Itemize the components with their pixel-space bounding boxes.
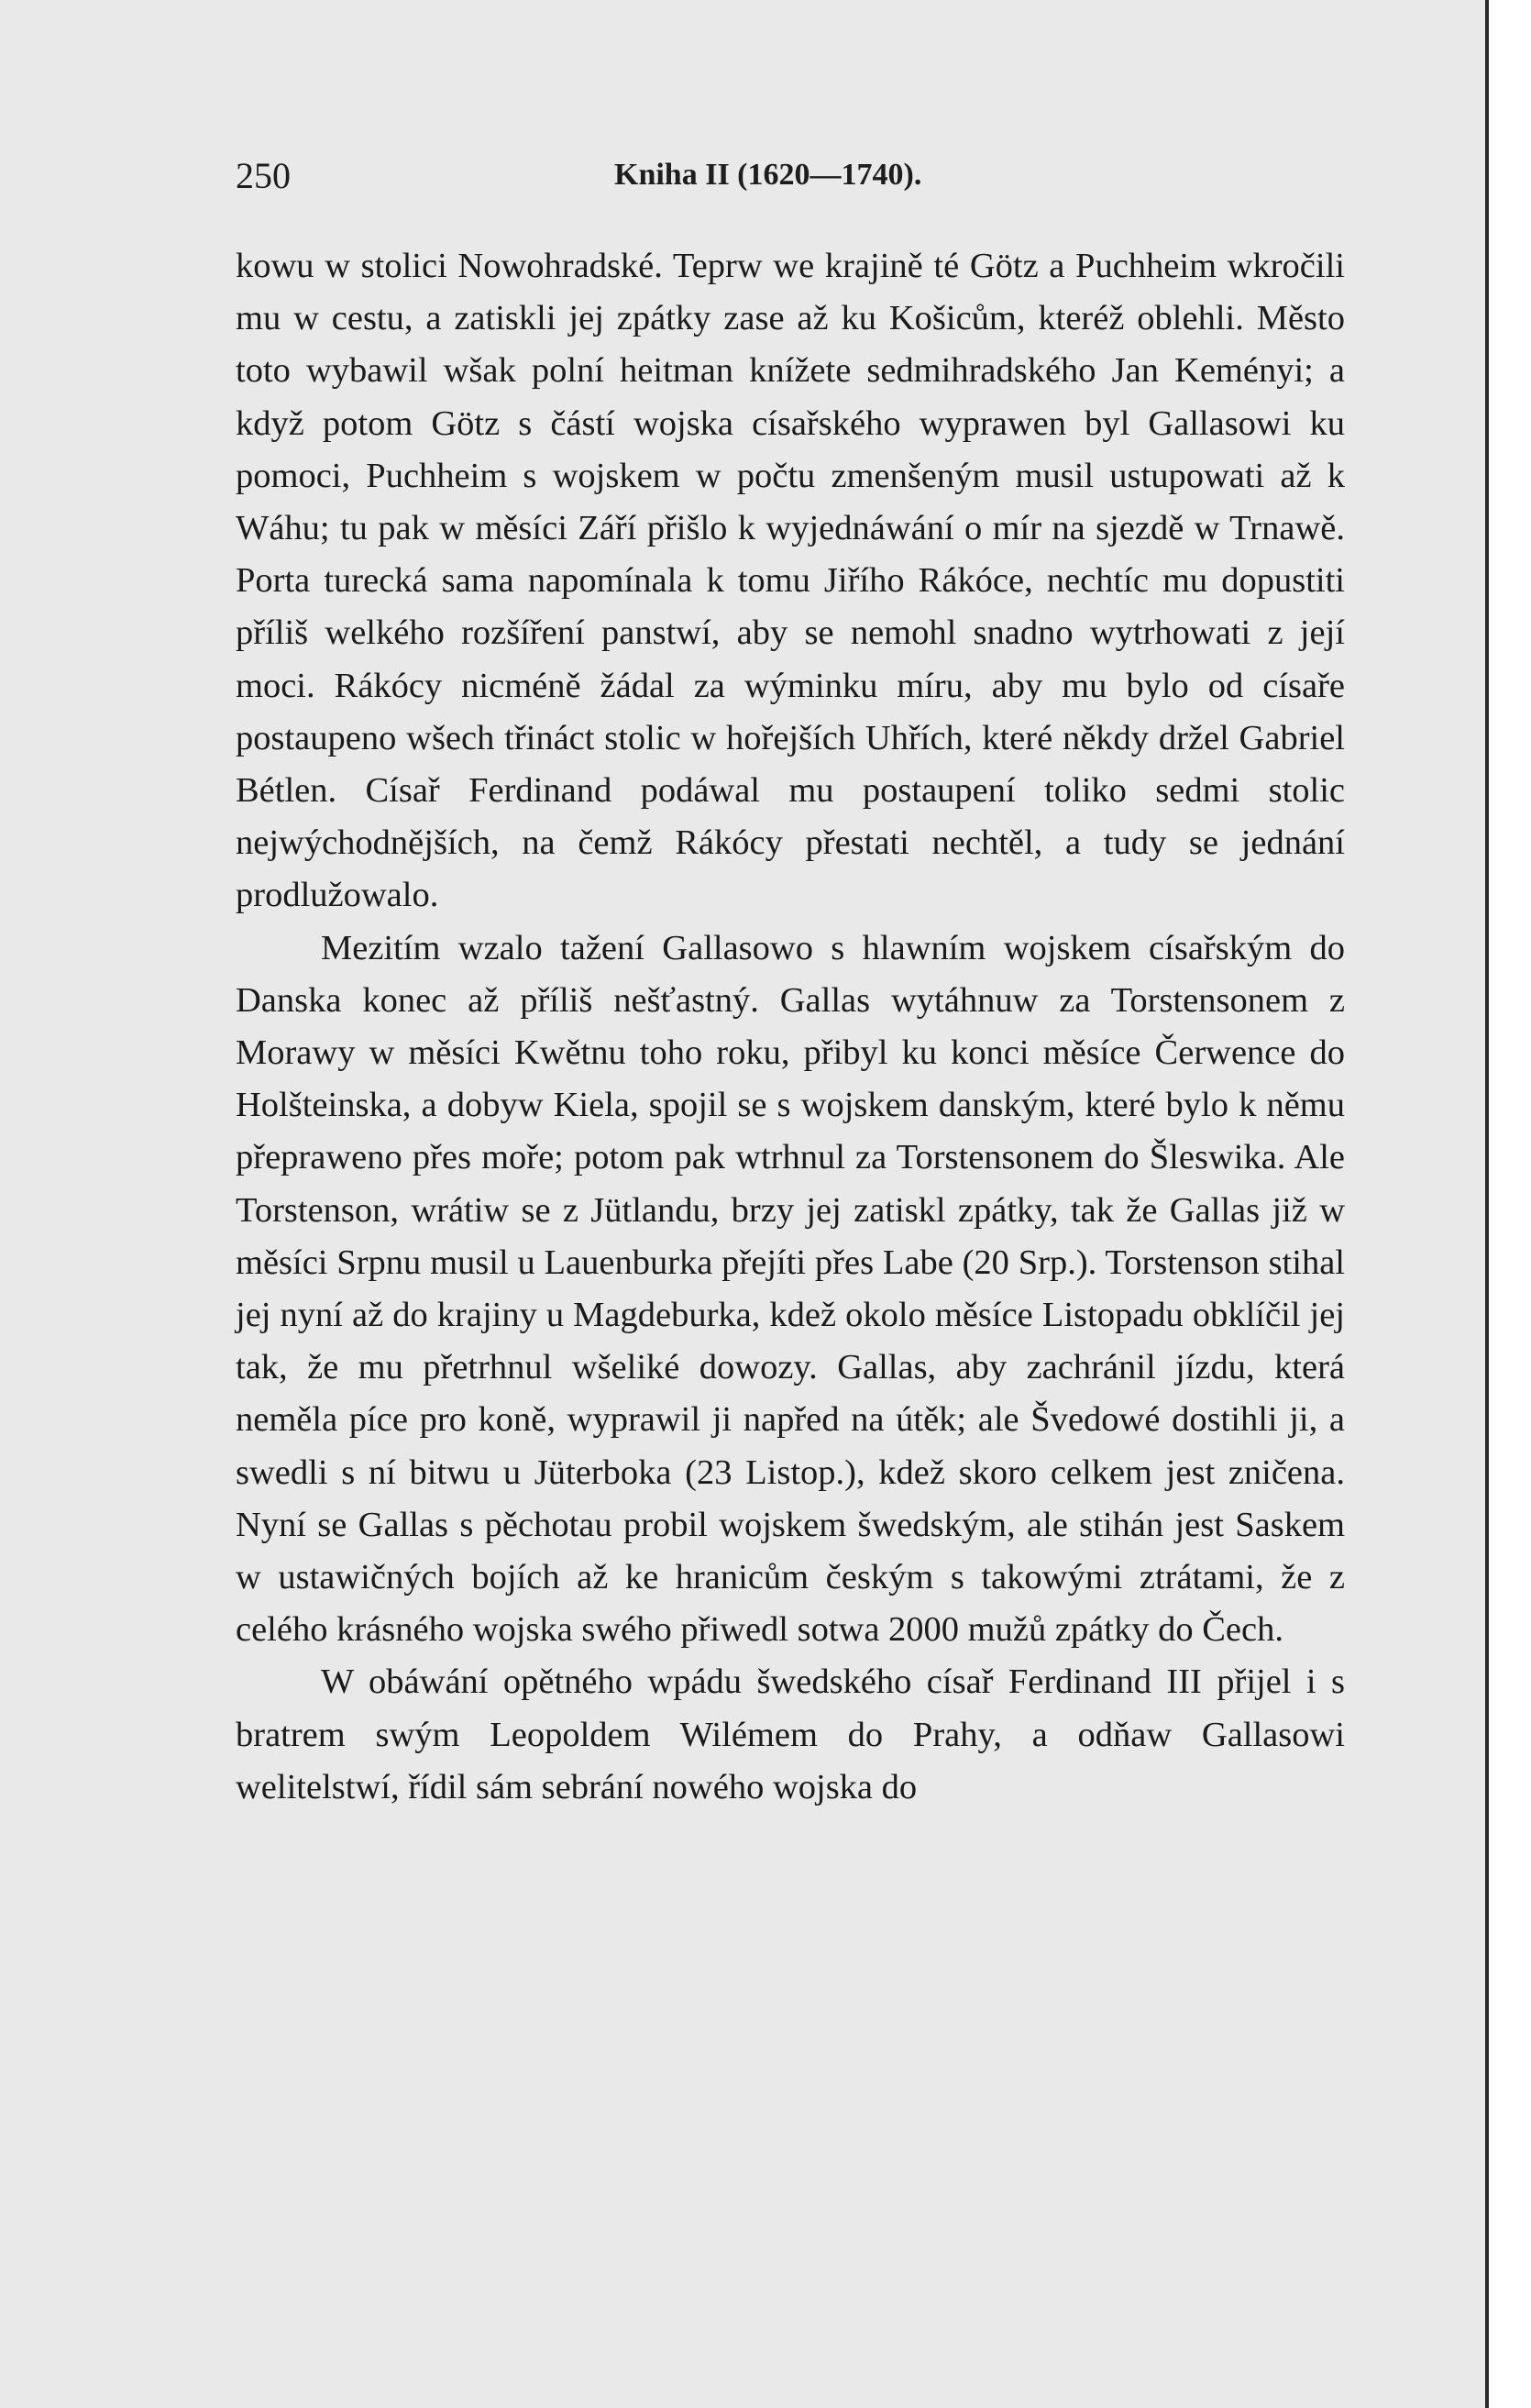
paragraph: W obáwání opětného wpádu šwedského císař Ferdinand III přijel i s bratrem swým Leopoldem Wilémem do Prahy, a odňaw Gallasowi welitelstwí, řídil sám sebrání nowého wojska do <box>236 1662 1345 1806</box>
page-edge-shadow <box>1485 0 1489 2408</box>
page-header <box>236 154 1345 209</box>
paragraph: Mezitím wzalo tažení Gallasowo s hlawním wojskem císařským do Danska konec až příliš nešťastný. Gallas wytáhnuw za Torstensonem z Morawy w měsíci Kwětnu toho roku, přibyl ku konci měsíce Čerwence do Holšteinska, a dobyw Kiela, spojil se s wojskem danským, které bylo k němu přepraweno přes moře; potom pak wtrhnul za Torstensonem do Šleswika. Ale Torstenson, wrátiw se z Jütlandu, brzy jej zatiskl zpátky, tak že Gallas již w měsíci Srpnu musil u Lauenburka přejíti přes Labe (20 Srp.). Torstenson stihal jej nyní až do krajiny u Magdeburka, kdež okolo měsíce Listopadu obklíčil jej tak, že mu přetrhnul wšeliké dowozy. Gallas, aby zachránil jízdu, která neměla píce pro koně, wyprawil ji napřed na útěk; ale Švedowé dostihli ji, a swedli s ní bitwu u Jüterboka (23 Listop.), kdež skoro celkem jest zničena. Nyní se Gallas s pěchotau probil wojskem šwedským, ale stihán jest Saskem w ustawičných bojích až ke hranicům českým s takowými ztrátami, že z celého krásného wojska swého přiwedl sotwa 2000 mužů zpátky do Čech. <box>236 928 1345 1650</box>
page-number: 250 <box>236 155 291 196</box>
paragraph: kowu w stolici Nowohradské. Teprw we krajině té Götz a Puchheim wkročili mu w cestu, a zatiskli jej zpátky zase až ku Košicům, kteréž oblehli. Město toto wybawil wšak polní heitman knížete sedmihradského Jan Keményi; a když potom Götz s částí wojska císařského wyprawen byl Gallasowi ku pomoci, Puchheim s wojskem w počtu zmenšeným musil ustupowati až k Wáhu; tu pak w měsíci Září přišlo k wyjednáwání o mír na sjezdě w Trnawě. Porta turecká sama napomínala k tomu Jiřího Rákóce, nechtíc mu dopustiti příliš welkého rozšíření panstwí, aby se nemohl snadno wytrhowati z její moci. Rákócy nicméně žádal za wýminku míru, aby mu bylo od císaře postaupeno wšech třináct stolic w hořejších Uhřích, které někdy držel Gabriel Bétlen. Císař Ferdinand podáwal mu postaupení toliko sedmi stolic nejwýchodnějších, na čemž Rákócy přestati nechtěl, a tudy se jednání prodlužowalo. <box>236 247 1345 915</box>
body-text <box>236 240 1345 1814</box>
running-head: Kniha II (1620—1740). <box>614 158 922 192</box>
